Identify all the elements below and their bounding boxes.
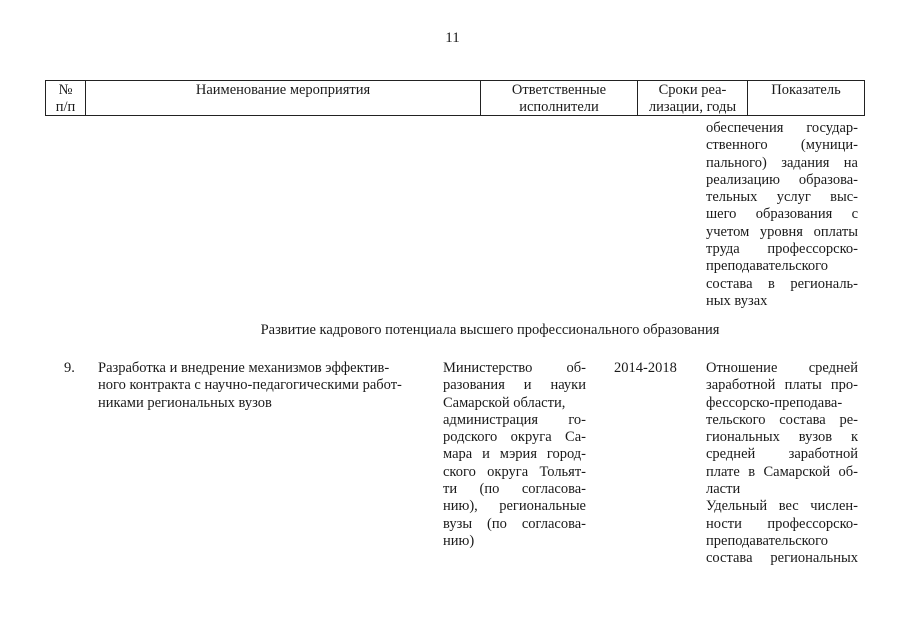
indicator-line: Отношение средней <box>706 360 858 376</box>
header-name <box>86 81 481 115</box>
header-indicator <box>748 81 864 115</box>
indicator-line: фессорско-преподава- <box>706 394 843 411</box>
continuation-line: труда профессорско- <box>706 241 858 258</box>
header-num <box>46 81 86 115</box>
header-indicator-line: Показатель <box>771 82 841 98</box>
executor-line: родского округа Са- <box>443 429 586 446</box>
continuation-line: учетом уровня оплаты <box>706 223 858 240</box>
header-name-line: Наименование мероприятия <box>195 82 371 98</box>
executor-line: нию) <box>443 532 475 549</box>
indicator-line: ласти <box>706 481 741 498</box>
header-executors <box>481 81 638 115</box>
indicator-line: заработной платы про- <box>706 377 858 394</box>
header-executors-line: Ответственные <box>511 82 607 98</box>
indicator-line: ности профессорско- <box>706 515 858 532</box>
header-num-line: п/п <box>55 99 76 115</box>
executor-line: Самарской области, <box>443 394 566 411</box>
indicator-line: состава региональных <box>706 550 858 567</box>
executor-line: мара и мэрия город- <box>443 446 586 463</box>
page-number: 11 <box>445 30 460 46</box>
indicator-line: средней заработной <box>706 446 858 463</box>
continuation-line: состава в региональ- <box>706 275 858 292</box>
row-number: 9. <box>64 360 75 376</box>
row-title-line: Разработка и внедрение механизмов эффектив- <box>98 360 390 376</box>
executor-line: нию), региональные <box>443 498 586 515</box>
indicator-continuation <box>706 120 858 310</box>
continuation-line: ных вузах <box>706 292 768 309</box>
indicator-line: плате в Самарской об- <box>706 463 858 480</box>
continuation-line: ственного (муници- <box>706 137 858 154</box>
row-executors <box>443 360 586 550</box>
executor-line: ского округа Тольят- <box>443 463 586 480</box>
continuation-line: преподавательского <box>706 258 829 275</box>
continuation-line: обеспечения государ- <box>706 120 858 136</box>
indicator-line: преподавательского <box>706 532 829 549</box>
executor-line: вузы (по согласова- <box>443 515 586 532</box>
section-title: Развитие кадрового потенциала высшего профессионального образования <box>260 322 720 338</box>
indicator-line: гиональных вузов к <box>706 429 858 446</box>
row-term: 2014-2018 <box>614 360 677 376</box>
row-title-line: никами региональных вузов <box>98 394 272 411</box>
row-title <box>98 360 425 412</box>
executor-line: Министерство об- <box>443 360 586 376</box>
continuation-line: пального) задания на <box>706 154 858 171</box>
header-terms-line: лизации, годы <box>648 99 737 115</box>
row-indicator <box>706 360 858 568</box>
indicator-line: тельского состава ре- <box>706 411 858 428</box>
header-terms <box>638 81 748 115</box>
header-num-line: № <box>58 82 73 98</box>
row-title-line: ного контракта с научно-педагогическими работ- <box>98 377 402 394</box>
header-executors-line: исполнители <box>519 99 599 115</box>
table-header <box>45 80 865 116</box>
executor-line: администрация го- <box>443 411 586 428</box>
indicator-line: Удельный вес числен- <box>706 498 858 515</box>
continuation-line: реализацию образова- <box>706 171 858 188</box>
continuation-line: тельных услуг выс- <box>706 189 858 206</box>
executor-line: разования и науки <box>443 377 586 394</box>
executor-line: ти (по согласова- <box>443 481 586 498</box>
continuation-line: шего образования с <box>706 206 858 223</box>
header-terms-line: Сроки реа- <box>658 82 727 98</box>
